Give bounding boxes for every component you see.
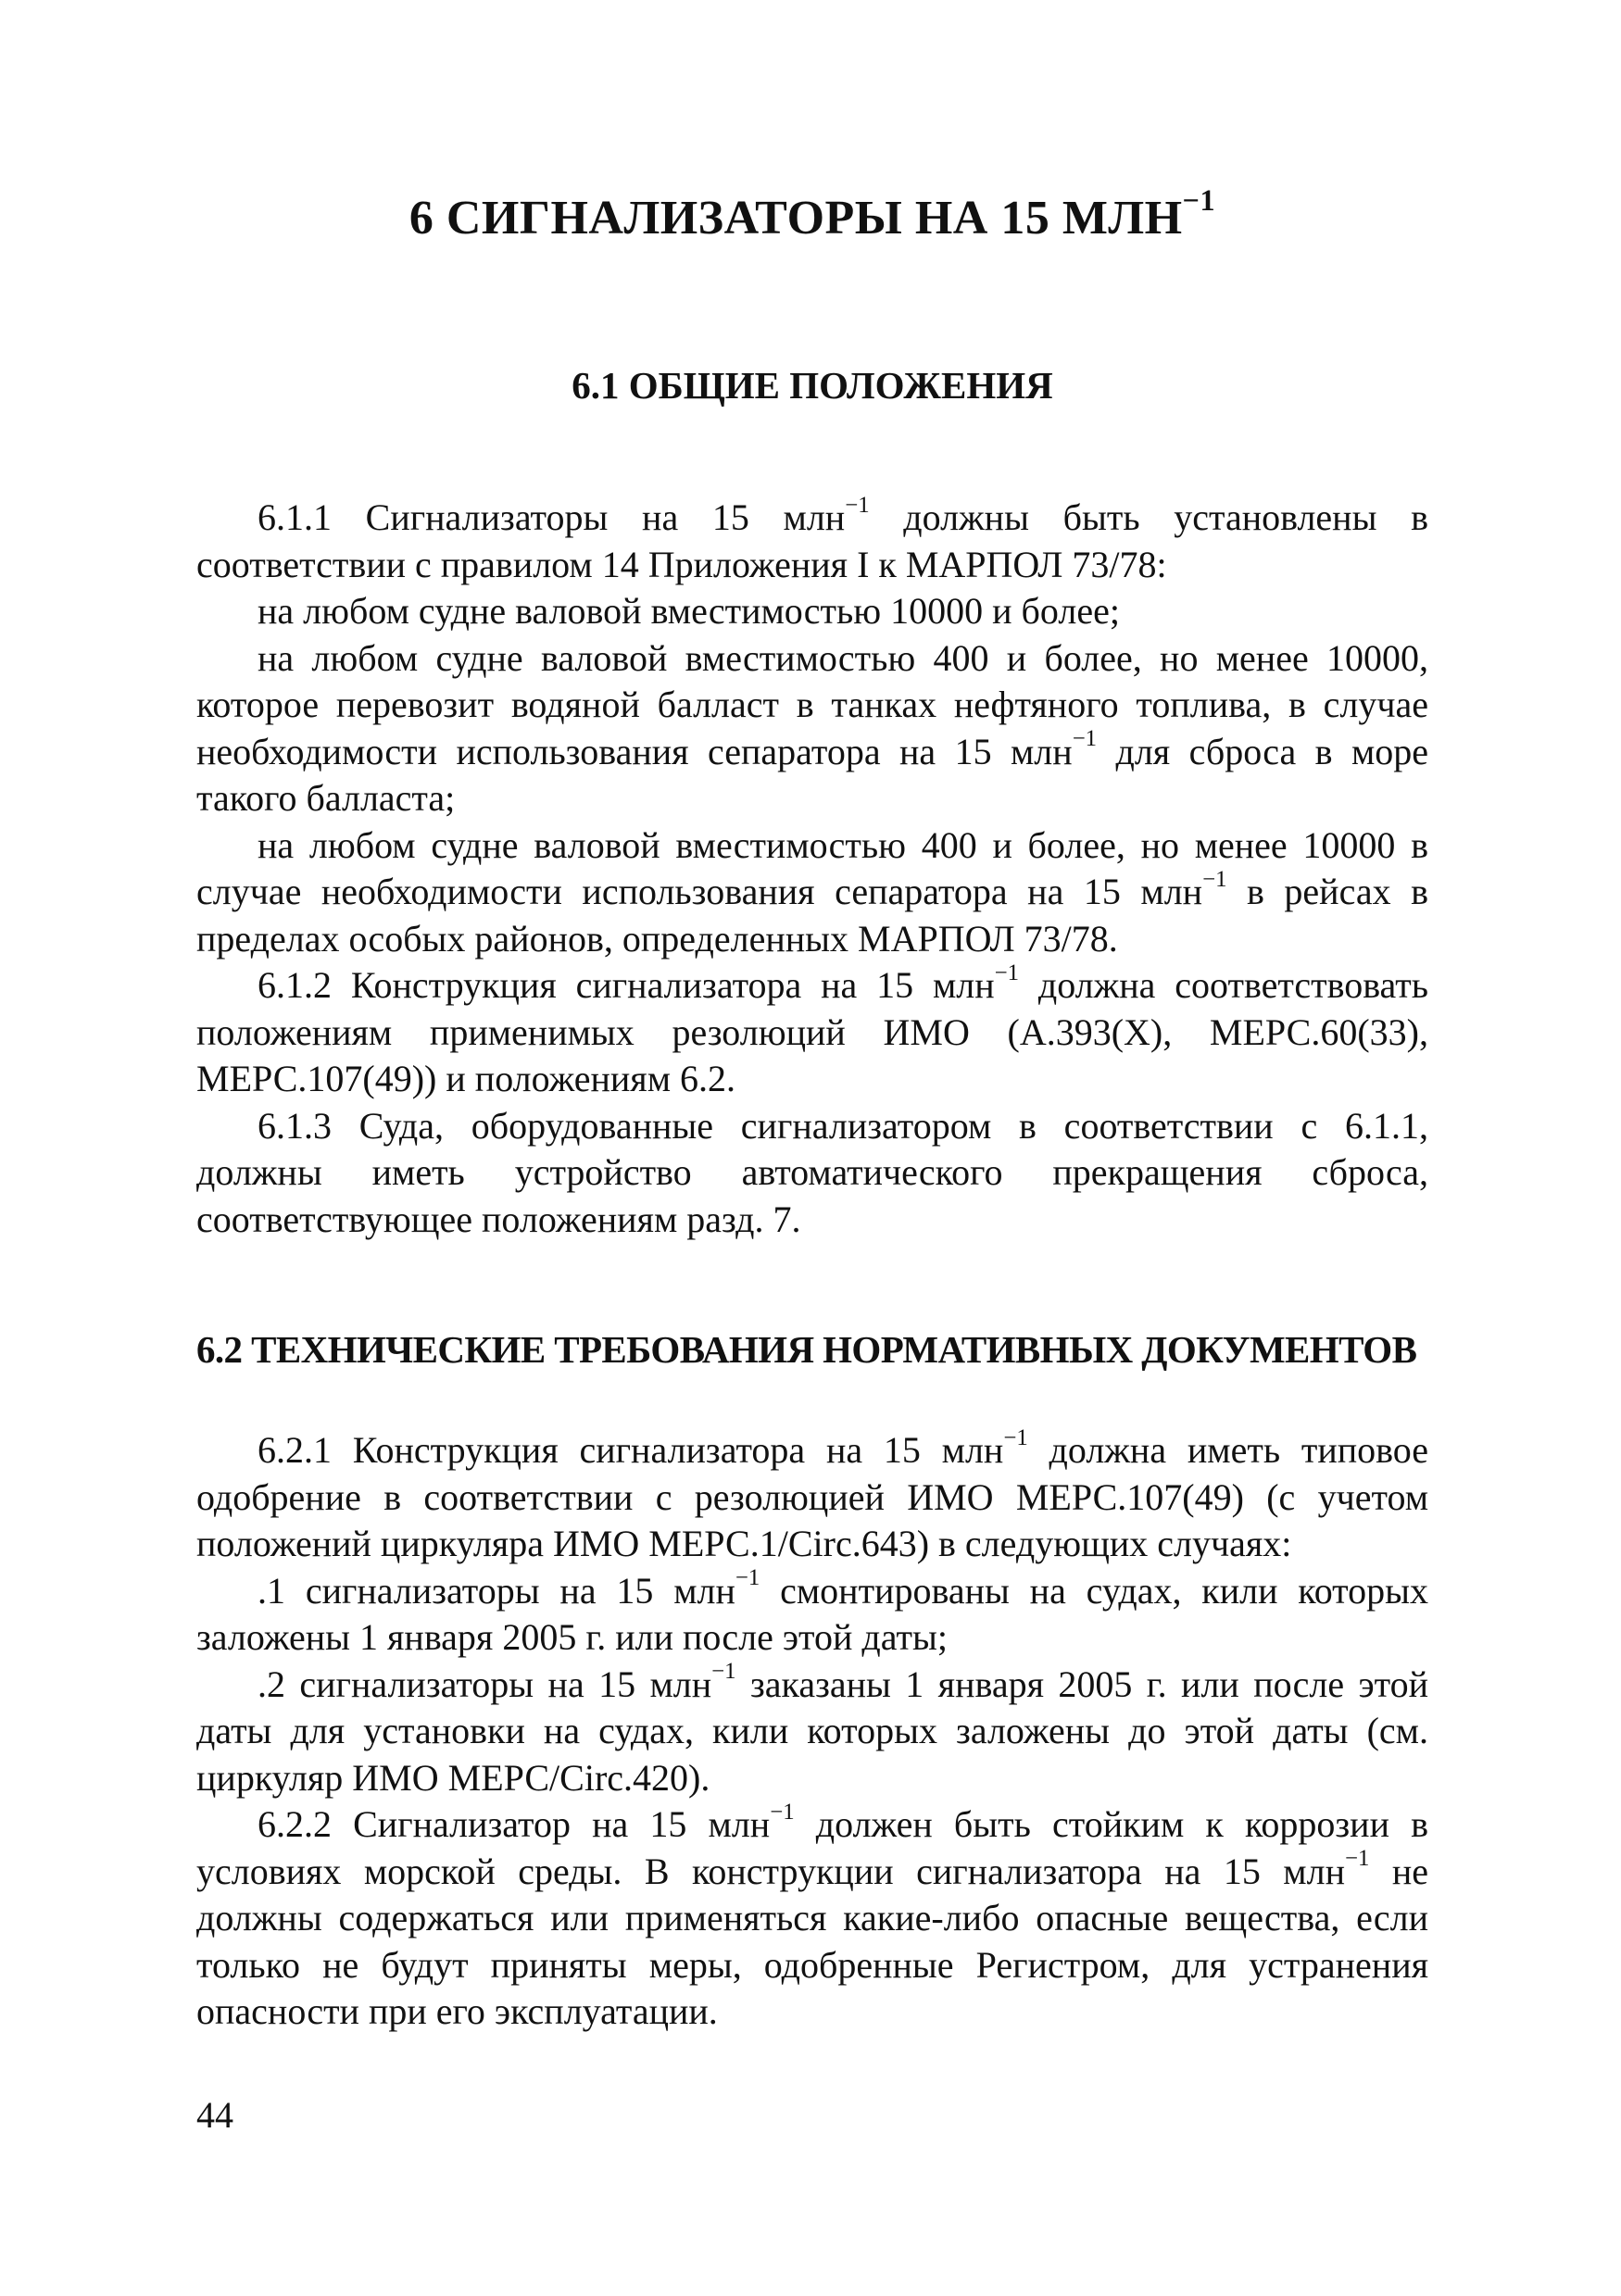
section-6-2-title: 6.2 ТЕХНИЧЕСКИЕ ТРЕБОВАНИЯ НОРМАТИВНЫХ ДОКУМЕНТОВ [196,1328,1417,1371]
unit-superscript: −1 [735,1565,760,1591]
paragraph-text: в рейсах в пределах особых районов, определенных МАРПОЛ 73/78. [196,871,1428,960]
paragraph-text: 6.2.1 Конструкция сигнализатора на 15 млн [258,1429,1004,1471]
paragraph-text: .1 сигнализаторы на 15 млн [258,1569,735,1612]
unit-superscript: −1 [994,960,1020,985]
chapter-title-text: 6 СИГНАЛИЗАТОРЫ НА 15 МЛН [408,192,1183,245]
paragraph-text: должны быть установлены в соответствии с правилом 14 Приложения I к МАРПОЛ 73/78: [196,496,1429,585]
unit-superscript: −1 [1003,1424,1028,1450]
unit-superscript: −1 [1344,1846,1370,1872]
paragraph-6-1-1 [196,492,1429,588]
paragraph-text: должен быть стойким к коррозии в условиях морской среды. В конструкции сигнализатора на 15 млн [196,1803,1429,1892]
paragraph-6-2-1 [196,1424,1428,1568]
page-number: 44 [196,2094,233,2136]
chapter-title [196,182,1428,245]
list-item-gross-tonnage-10000: на любом судне валовой вместимостью 10000 и более; [258,590,1120,632]
paragraph-6-1-3: 6.1.3 Суда, оборудованные сигнализатором в соответствии с 6.1.1, должны иметь устройство автоматического прекращения сброса, соответствующее положениям разд. 7. [196,1104,1428,1240]
list-item-2 [196,1659,1428,1802]
list-item-ballast-in-fuel-tanks [196,635,1428,822]
paragraph-text: 6.1.1 Сигнализаторы на 15 млн [258,496,846,538]
unit-superscript: −1 [711,1659,736,1685]
list-item-special-areas [196,822,1428,963]
paragraph-text: 6.2.2 Сигнализатор на 15 млн [258,1803,771,1845]
paragraph-text: должна соответствовать положениям применимых резолюций ИМО (А.393(X), МЕРС.60(33), МЕРС.107(49)) и положениям 6.2. [196,964,1428,1099]
paragraph-text: не должны содержаться или применяться какие-либо опасные вещества, если только не будут приняты меры, одобренные Регистром, для устранения опасности при его эксплуатации. [196,1850,1428,2032]
unit-superscript: −1 [845,492,870,518]
unit-superscript: −1 [1202,866,1227,892]
paragraph-6-1-2 [196,962,1428,1103]
unit-superscript: −1 [770,1799,795,1825]
section-6-2-body [196,1424,1429,2036]
paragraph-text: .2 сигнализаторы на 15 млн [258,1662,712,1705]
paragraph-text: заказаны 1 января 2005 г. или после этой даты для установки на судах, кили которых заложены до этой даты (см. циркуляр ИМО МЕРС/Circ.420). [196,1662,1428,1799]
section-6-1-body [196,492,1429,1243]
document-page [196,0,1428,2296]
paragraph-text: смонтированы на судах, кили которых заложены 1 января 2005 г. или после этой даты; [196,1569,1428,1658]
unit-superscript: −1 [1072,726,1098,752]
paragraph-6-2-2 [196,1801,1428,2036]
paragraph-text: должна иметь типовое одобрение в соответствии с резолюцией ИМО МЕРС.107(49) (с учетом положений циркуляра ИМО МЕРС.1/Circ.643) в следующих случаях: [196,1429,1428,1564]
paragraph-text: на любом судне валовой вместимостью 400 и более, но менее 10000, которое перевозит водяной балласт в танках нефтяного топлива, в случае необходимости использования сепаратора на 15 млн [196,636,1428,772]
list-item-1 [196,1565,1428,1662]
paragraph-text: для сброса в море такого балласта; [196,730,1429,819]
paragraph-text: на любом судне валовой вместимостью 400 и более, но менее 10000 в случае необходимости использования сепаратора на 15 млн [196,823,1428,912]
chapter-title-superscript: −1 [1182,182,1216,217]
section-6-1-title: 6.1 ОБЩИЕ ПОЛОЖЕНИЯ [572,364,1053,407]
paragraph-text: 6.1.2 Конструкция сигнализатора на 15 млн [258,964,995,1006]
